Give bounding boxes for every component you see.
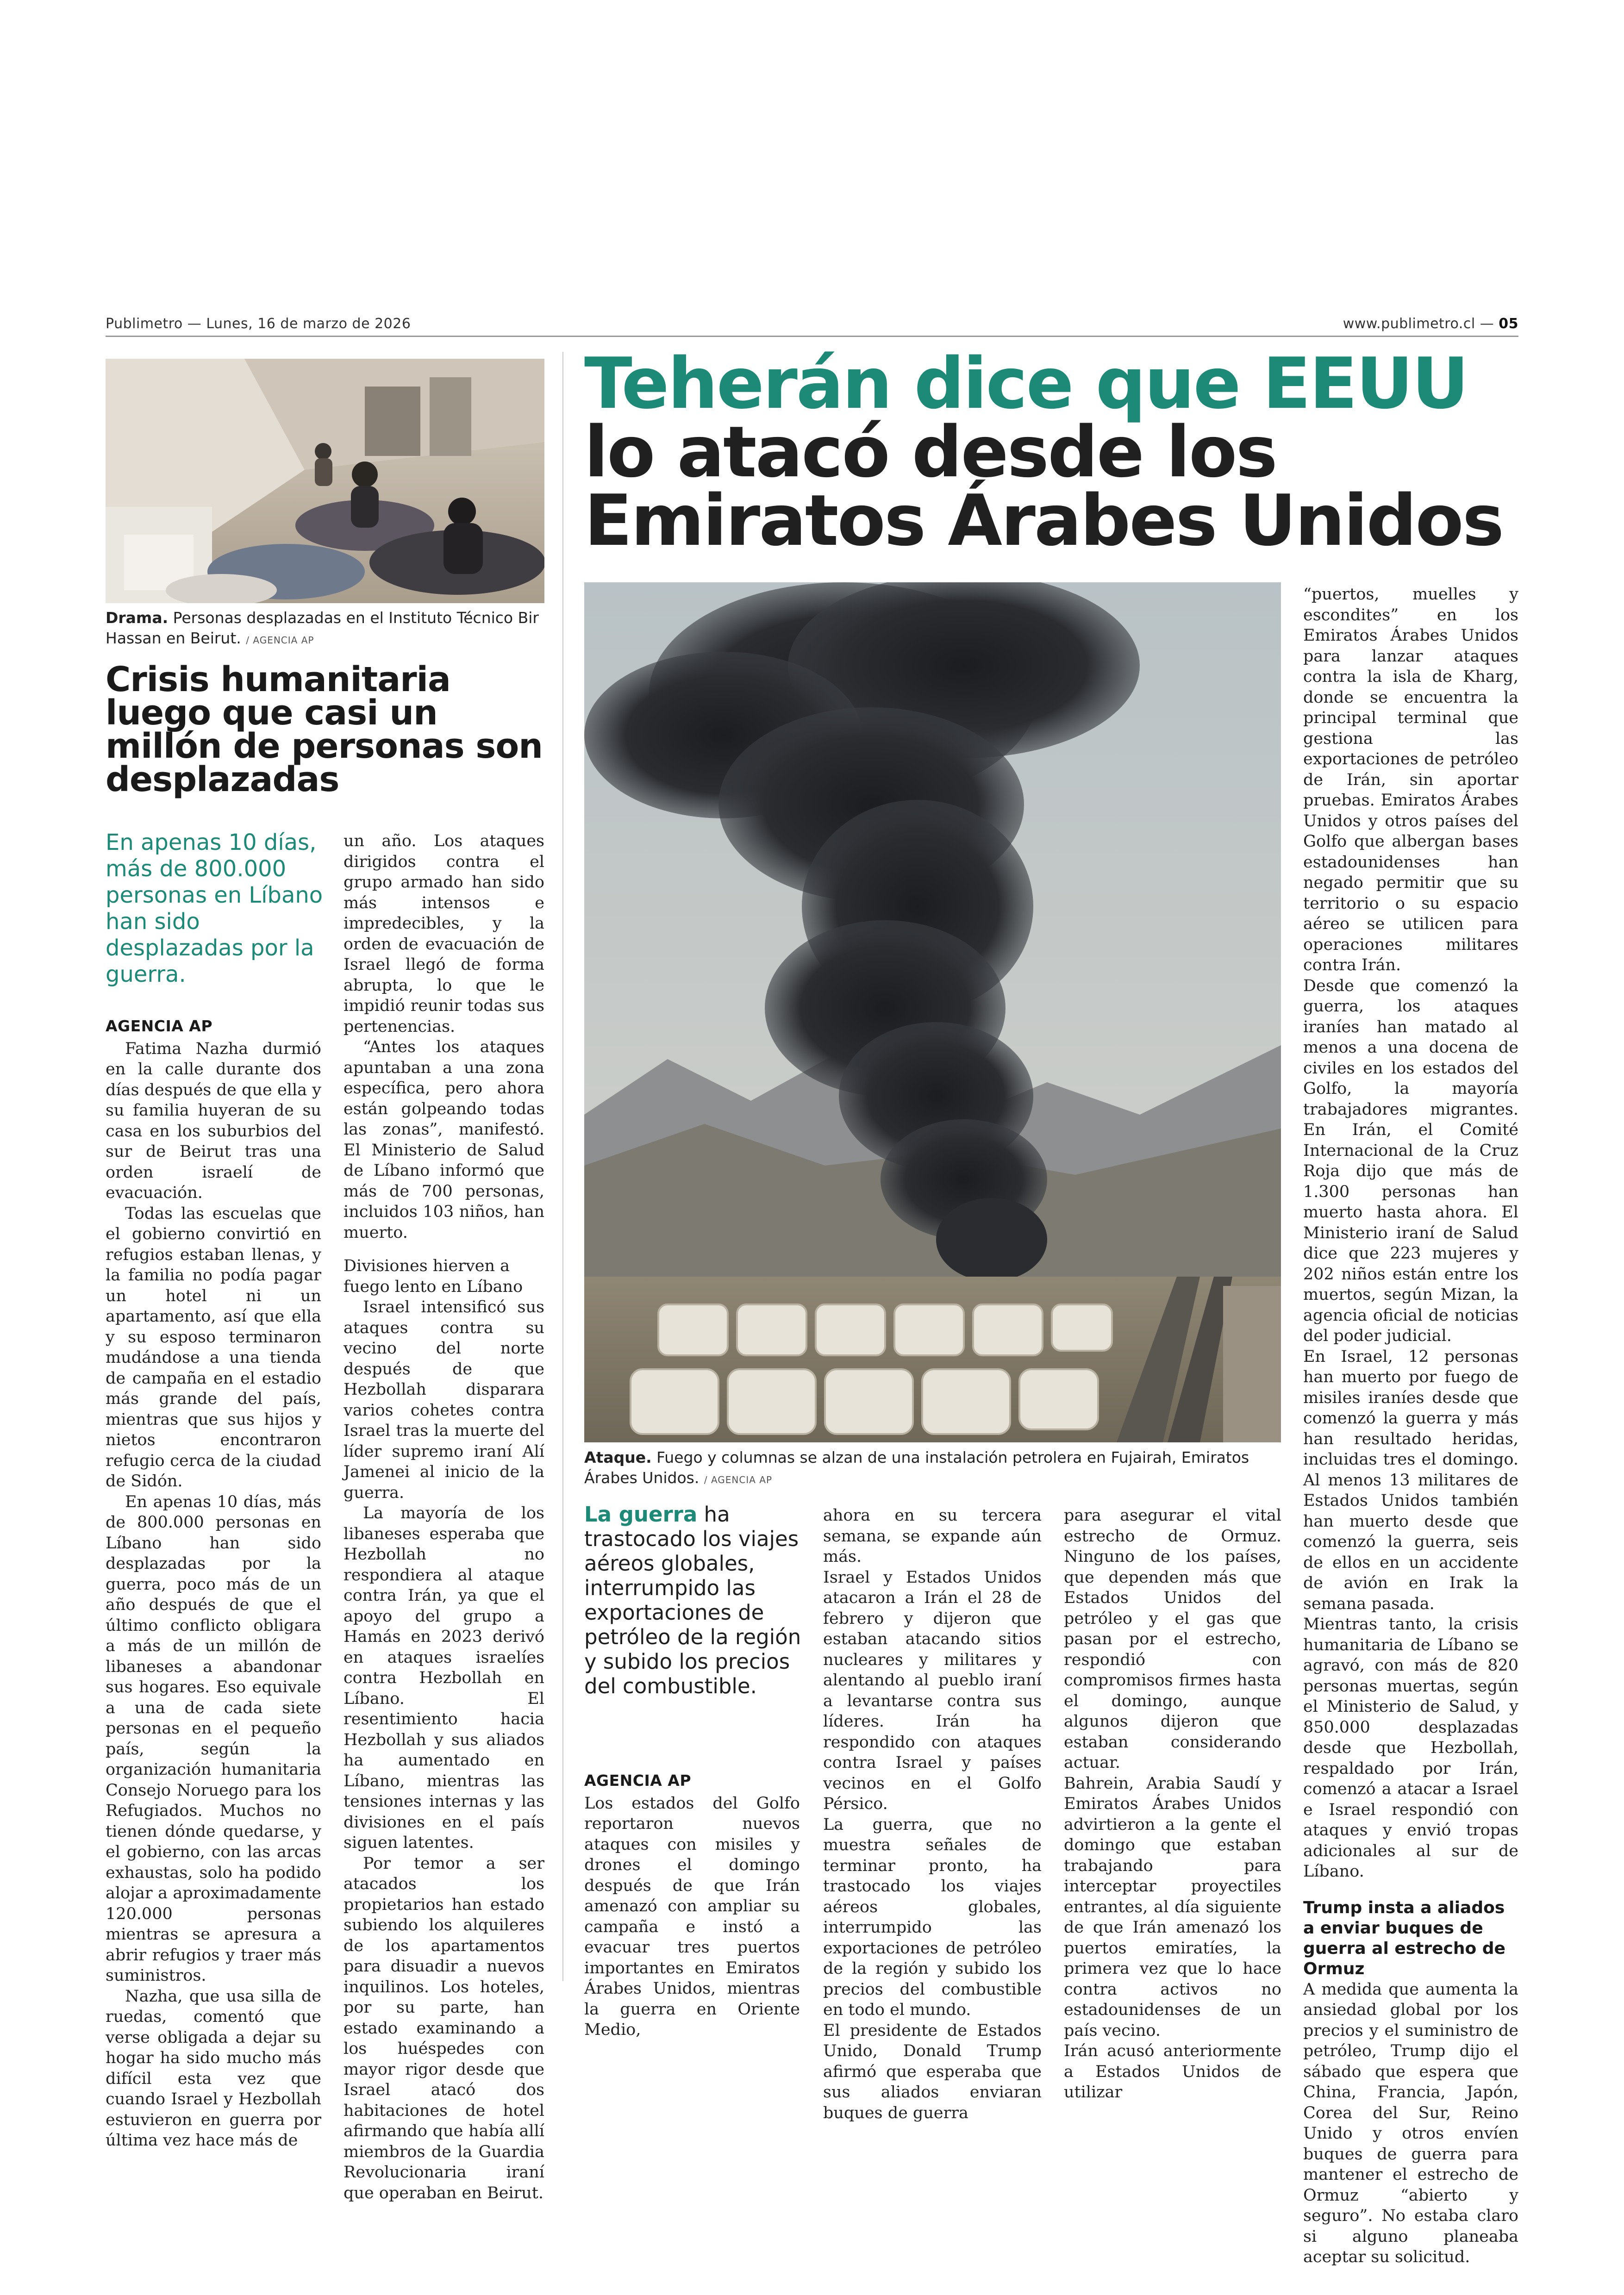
side-column-1 (106, 1016, 321, 2151)
paragraph: En Israel, 12 personas han muerto por fuego de misiles iraníes desde que comenzó la guerra y más han resultado heridas, incluidas tres el domingo. Al menos 13 militares de Estados Unidos también han muerto desde que comenzó la guerra, seis de ellos en un accidente de avión en Irak la semana pasada. (1303, 1347, 1518, 1613)
paragraph: Todas las escuelas que el gobierno convirtió en refugios estaban llenas, y la familia no podía pagar un hotel ni un apartamento, así que ella y su esposo terminaron mudándose a una tienda de campaña en el estadio más grande del país, mientras que sus hijos y nietos encontraron refugio cerca de la ciudad de Sidón. (106, 1204, 321, 1491)
paragraph: Irán acusó anteriormente a Estados Unidos de utilizar (1064, 2042, 1281, 2102)
main-column-1 (584, 1771, 800, 2040)
paragraph: El presidente de Estados Unido, Donald Trump afirmó que esperaba que sus aliados enviaran buques de guerra (823, 2021, 1042, 2122)
side-photo (106, 359, 544, 603)
main-column-4 (1303, 584, 1518, 2268)
header-rule (106, 336, 1518, 337)
side-byline: AGENCIA AP (106, 1017, 213, 1035)
page-number: 05 (1499, 316, 1518, 332)
paragraph: para asegurar el vital estrecho de Ormuz. Ninguno de los países, que dependen más que Estados Unidos del petróleo y el gas que pasan por el estrecho, respondió con compromisos firmes hasta el domingo, aunque algunos dijeron que estaban considerando actuar. (1064, 1506, 1281, 1772)
paragraph: un año. Los ataques dirigidos contra el grupo armado han sido más intensos e impredecibles, y la orden de evacuación de Israel llegó de forma abrupta, lo que le impidió reunir todas sus pertenencias. (344, 832, 544, 1036)
side-headline: Crisis humanitaria luego que casi un millón de personas son desplazadas (106, 660, 543, 799)
main-byline: AGENCIA AP (584, 1771, 692, 1790)
paragraph: Mientras tanto, la crisis humanitaria de Líbano se agravó, con más de 820 personas muertas, según el Ministerio de Salud, y 850.000 desplazadas desde que Hezbollah, respaldado por Irán, comenzó a atacar a Israel e Israel respondió con ataques y envió tropas adicionales al sur de Líbano. (1303, 1615, 1518, 1881)
paragraph: La mayoría de los libaneses esperaba que Hezbollah no respondiera al ataque contra Irán, ya que el apoyo del grupo a Hamás en 2023 derivó en ataques israelíes contra Hezbollah en Líbano. El resentimiento hacia Hezbollah y sus aliados ha aumentado en Líbano, mientras las tensiones internas y las divisiones en el país siguen latentes. (344, 1504, 544, 1852)
paragraph: En apenas 10 días, más de 800.000 personas en Líbano han sido desplazadas por la guerra, poco más de un año después de que el último conflicto obligara a más de un millón de libaneses a abandonar sus hogares. Eso equivale a una de cada siete personas en el pequeño país, según la organización humanitaria Consejo Noruego para los Refugiados. Muchos no tienen dónde quedarse, y el gobierno, con las arcas exhaustas, solo ha podido alojar a aproximadamente 120.000 personas mientras se apresura a abrir refugios y traer más suministros. (106, 1492, 321, 1985)
paragraph: “puertos, muelles y escondites” en los Emiratos Árabes Unidos para lanzar ataques contra la isla de Kharg, donde se encuentra la principal terminal que gestiona las exportaciones de petróleo de Irán, sin aportar pruebas. Emiratos Árabes Unidos y otros países del Golfo que albergan bases estadounidenses han negado permitir que su territorio o su espacio aéreo se utilicen para operaciones militares contra Irán. (1303, 585, 1518, 974)
paragraph: ahora en su tercera semana, se expande aún más. (823, 1506, 1042, 1566)
folio-right: www.publimetro.cl — 05 (1343, 316, 1518, 332)
side-column-2 (344, 831, 544, 2203)
main-photo-caption: Ataque. Fuego y columnas se alzan de una instalación petrolera en Fujairah, Emiratos Árabes Unidos. / AGENCIA AP (584, 1448, 1249, 1487)
main-headline: Teherán dice que EEUU lo atacó desde los Emiratos Árabes Unidos (584, 343, 1503, 561)
paragraph: Fatima Nazha durmió en la calle durante dos días después de que ella y su familia huyeran de su casa en los suburbios del sur de Beirut tras una orden israelí de evacuación. (106, 1039, 321, 1202)
main-deck: La guerra ha trastocado los viajes aéreos globales, interrumpido las exportaciones de petróleo de la región y subido los precios del combustible. (584, 1502, 801, 1698)
paragraph: La guerra, que no muestra señales de terminar pronto, ha trastocado los viajes aéreos globales, interrumpido las exportaciones de petróleo de la región y subido los precios del combustible en todo el mundo. (823, 1815, 1042, 2019)
paragraph: Nazha, que usa silla de ruedas, comentó que verse obligada a dejar su hogar ha sido mucho más difícil esta vez que cuando Israel y Hezbollah estuvieron en guerra por última vez hace más de (106, 1987, 321, 2150)
paragraph: A medida que aumenta la ansiedad global por los precios y el suministro de petróleo, Trump dijo el sábado que espera que China, Francia, Japón, Corea del Sur, Reino Unido y otros envíen buques de guerra para mantener el estrecho de Ormuz “abierto y seguro”. No estaba claro si alguno planeaba aceptar su solicitud. (1303, 1980, 1518, 2266)
folio-left: Publimetro — Lunes, 16 de marzo de 2026 (106, 316, 411, 332)
main-subhead: Trump insta a aliados a enviar buques de guerra al estrecho de Ormuz (1303, 1898, 1505, 1978)
main-photo (584, 582, 1281, 1442)
side-photo-caption: Drama. Personas desplazadas en el Instituto Técnico Bir Hassan en Beirut. / AGENCIA AP (106, 609, 539, 647)
paragraph: Israel intensificó sus ataques contra su vecino del norte después de que Hezbollah disparara varios cohetes contra Israel tras la muerte del líder supremo iraní Alí Jamenei al inicio de la guerra. (344, 1298, 544, 1502)
paragraph: Bahrein, Arabia Saudí y Emiratos Árabes Unidos advirtieron a la gente el domingo que estaban trabajando para interceptar proyectiles entrantes, al día siguiente de que Irán amenazó los puertos emiratíes, la primera vez que lo hace contra activos no estadounidenses de un país vecino. (1064, 1774, 1281, 2040)
main-column-2 (823, 1505, 1042, 2123)
shelter-photo (106, 359, 544, 603)
side-deck: En apenas 10 días, más de 800.000 personas en Líbano han sido desplazadas por la guerra. (106, 829, 323, 987)
paragraph: Por temor a ser atacados los propietarios han estado subiendo los alquileres de los apartamentos para disuadir a nuevos inquilinos. Los hoteles, por su parte, han estado examinando a los huéspedes con mayor rigor desde que Israel atacó dos habitaciones de hotel afirmando que había allí miembros de la Guardia Revolucionaria iraní que operaban en Beirut. (344, 1854, 544, 2202)
paragraph: Los estados del Golfo reportaron nuevos ataques con misiles y drones el domingo después de que Irán amenazó con ampliar su campaña e instó a evacuar tres puertos importantes en Emiratos Árabes Unidos, mientras la guerra en Oriente Medio, (584, 1794, 800, 2039)
paragraph: Israel y Estados Unidos atacaron a Irán el 28 de febrero y dijeron que estaban atacando sitios nucleares y militares y alentando al pueblo iraní a levantarse contra sus líderes. Irán ha respondido con ataques contra Israel y países vecinos en el Golfo Pérsico. (823, 1568, 1042, 1813)
paragraph: “Antes los ataques apuntaban a una zona específica, pero ahora están golpeando todas las zonas”, manifestó. El Ministerio de Salud de Líbano informó que más de 700 personas, incluidos 103 niños, han muerto. (344, 1038, 544, 1242)
paragraph: Desde que comenzó la guerra, los ataques iraníes han matado al menos a una docena de civiles en los estados del Golfo, la mayoría trabajadores migrantes. En Irán, el Comité Internacional de la Cruz Roja dijo que más de 1.300 personas han muerto hasta ahora. El Ministerio iraní de Salud dice que 223 mujeres y 202 niños están entre los muertos, según Mizan, la agencia oficial de noticias del poder judicial. (1303, 976, 1518, 1345)
column-divider (562, 352, 563, 1981)
main-column-3 (1064, 1505, 1281, 2103)
side-subhead: Divisiones hierven a fuego lento en Líbano (344, 1257, 523, 1296)
oil-fire-photo (584, 582, 1281, 1442)
